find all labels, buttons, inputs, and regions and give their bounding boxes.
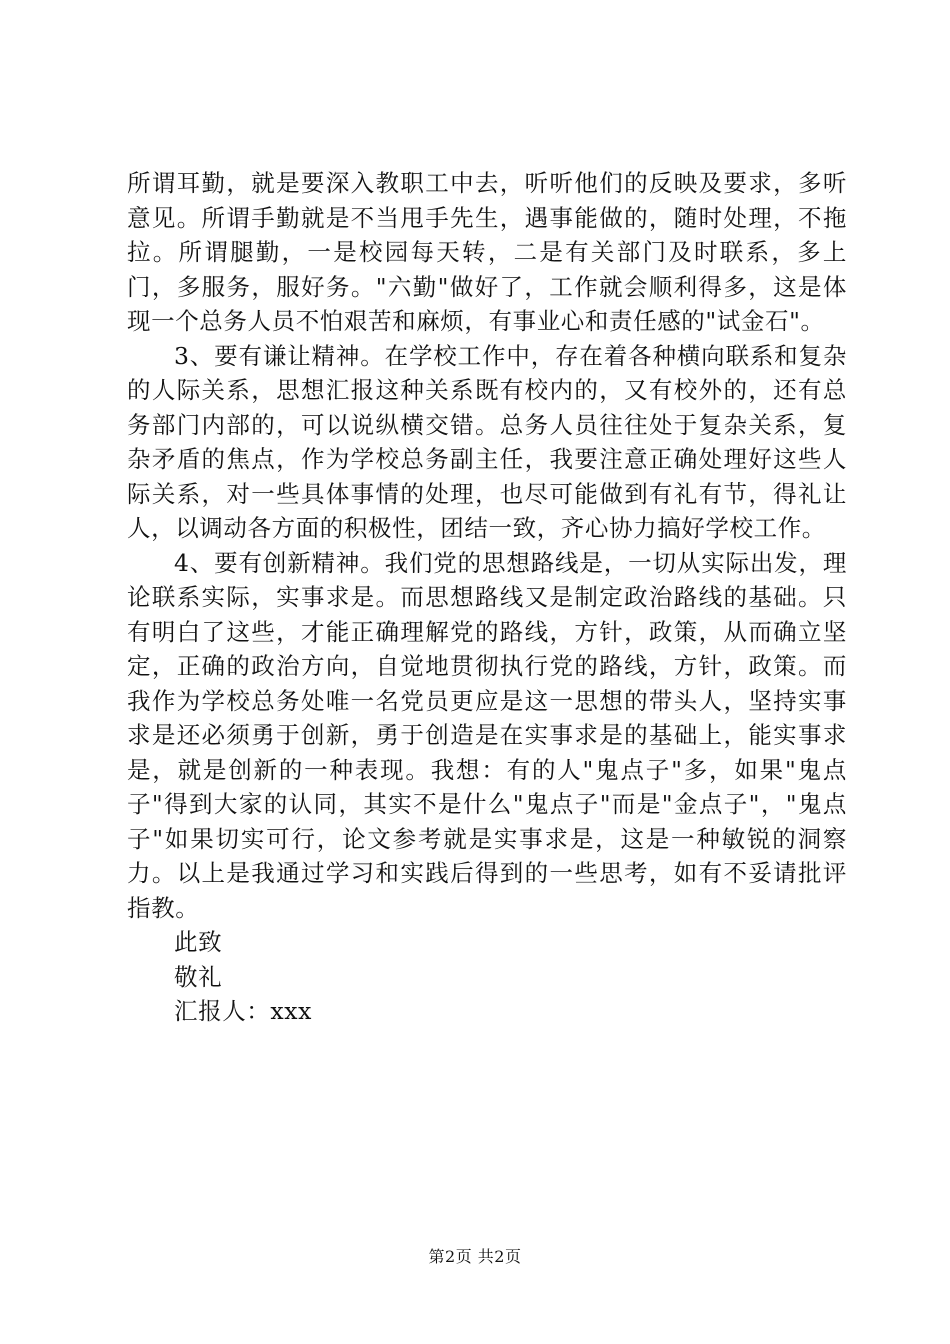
closing-regards: 敬礼 (174, 962, 223, 991)
page-footer: 第2页 共2页 (428, 1247, 522, 1266)
reporter-signature: 汇报人：xxx (174, 997, 312, 1025)
paragraph-diligence-continued: 所谓耳勤，就是要深入教职工中去，听听他们的反映及要求，多听意见。所谓手勤就是不当甩手先生，遇事能做的，随时处理，不拖拉。所谓腿勤，一是校园每天转，二是有关部门及时联系，多上门，多服务，服好务。"六勤"做好了，工作就会顺利得多，这是体现一个总务人员不怕艰苦和麻烦，有事业心和责任感的"试金石"。 (127, 169, 847, 335)
closing-salutation: 此致 (174, 928, 223, 956)
paragraph-innovation: 4、要有创新精神。我们党的思想路线是，一切从实际出发，理论联系实际，实事求是。而思想路线又是制定政治路线的基础。只有明白了这些，才能正确理解党的路线，方针，政策，从而确立坚定，正确的政治方向，自觉地贯彻执行党的路线，方针，政策。而我作为学校总务处唯一名党员更应是这一思想的带头人，坚持实事求是还必须勇于创新，勇于创造是在实事求是的基础上，能实事求是，就是创新的一种表现。我想：有的人"鬼点子"多，如果"鬼点子"得到大家的认同，其实不是什么"鬼点子"而是"金点子"，"鬼点子"如果切实可行，论文参考就是实事求是，这是一种敏锐的洞察力。以上是我通过学习和实践后得到的一些思考，如有不妥请批评指教。 (127, 548, 847, 922)
document-body (127, 166, 847, 1029)
paragraph-modesty: 3、要有谦让精神。在学校工作中，存在着各种横向联系和复杂的人际关系，思想汇报这种关系既有校内的，又有校外的，还有总务部门内部的，可以说纵横交错。总务人员往往处于复杂关系，复杂矛盾的焦点，作为学校总务副主任，我要注意正确处理好这些人际关系，对一些具体事情的处理，也尽可能做到有礼有节，得礼让人，以调动各方面的积极性，团结一致，齐心协力搞好学校工作。 (127, 341, 847, 542)
